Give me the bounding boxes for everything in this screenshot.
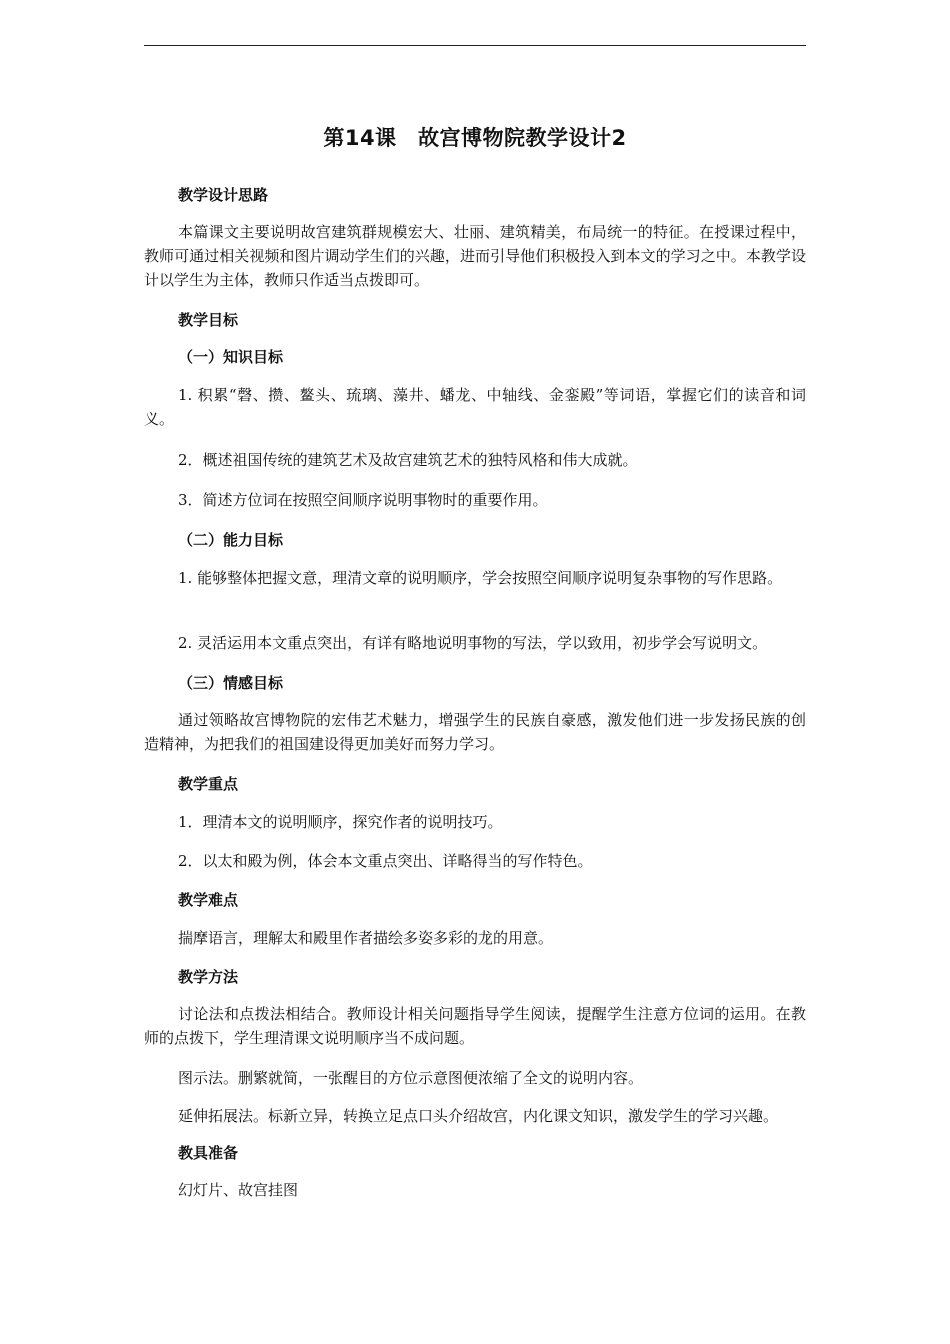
section-heading-key-points: 教学重点 xyxy=(178,775,239,793)
paragraph-emotion: 通过领略故宫博物院的宏伟艺术魅力，增强学生的民族自豪感，激发他们进一步发扬民族的创造精神，为把我们的祖国建设得更加美好而努力学习。 xyxy=(144,711,806,753)
section-heading-tools: 教具准备 xyxy=(178,1144,239,1162)
paragraph-key-2: 2．以太和殿为例，体会本文重点突出、详略得当的写作特色。 xyxy=(178,852,593,870)
paragraph-knowledge-1: 1. 积累“磬、攒、鳌头、琉璃、藻井、蟠龙、中轴线、金銮殿”等词语，掌握它们的读音和词义。 xyxy=(144,386,806,428)
paragraph-knowledge-2: 2．概述祖国传统的建筑艺术及故宫建筑艺术的独特风格和伟大成就。 xyxy=(178,451,638,469)
page-title: 第14课 故宫博物院教学设计2 xyxy=(323,126,627,150)
section-heading-goals: 教学目标 xyxy=(178,311,239,329)
paragraph-method-2: 图示法。删繁就简，一张醒目的方位示意图便浓缩了全文的说明内容。 xyxy=(178,1069,644,1087)
subheading-emotion: （三）情感目标 xyxy=(178,674,284,692)
paragraph-difficulty: 揣摩语言，理解太和殿里作者描绘多姿多彩的龙的用意。 xyxy=(178,929,554,947)
section-heading-difficulty: 教学难点 xyxy=(178,891,239,909)
section-heading-method: 教学方法 xyxy=(178,968,239,986)
subheading-knowledge: （一）知识目标 xyxy=(178,348,284,366)
paragraph-ability-2: 2. 灵活运用本文重点突出，有详有略地说明事物的写法，学以致用，初步学会写说明文。 xyxy=(178,634,768,652)
subheading-ability: （二）能力目标 xyxy=(178,531,284,549)
paragraph-knowledge-3: 3．简述方位词在按照空间顺序说明事物时的重要作用。 xyxy=(178,491,548,509)
section-heading-design-idea: 教学设计思路 xyxy=(178,186,269,204)
header-rule xyxy=(144,45,806,46)
paragraph-method-3: 延伸拓展法。标新立异，转换立足点口头介绍故宫，内化课文知识，激发学生的学习兴趣。 xyxy=(178,1107,779,1125)
paragraph-ability-1: 1. 能够整体把握文意，理清文章的说明顺序，学会按照空间顺序说明复杂事物的写作思路。 xyxy=(178,569,783,587)
paragraph-method-1: 讨论法和点拨法相结合。教师设计相关问题指导学生阅读，提醒学生注意方位词的运用。在教师的点拨下，学生理清课文说明顺序当不成问题。 xyxy=(144,1005,806,1047)
paragraph-tools: 幻灯片、故宫挂图 xyxy=(178,1181,299,1199)
paragraph-key-1: 1．理清本文的说明顺序，探究作者的说明技巧。 xyxy=(178,813,503,831)
paragraph-design-idea: 本篇课文主要说明故宫建筑群规模宏大、壮丽、建筑精美，布局统一的特征。在授课过程中，教师可通过相关视频和图片调动学生们的兴趣，进而引导他们积极投入到本文的学习之中。本教学设计以学生为主体，教师只作适当点拨即可。 xyxy=(144,223,806,289)
